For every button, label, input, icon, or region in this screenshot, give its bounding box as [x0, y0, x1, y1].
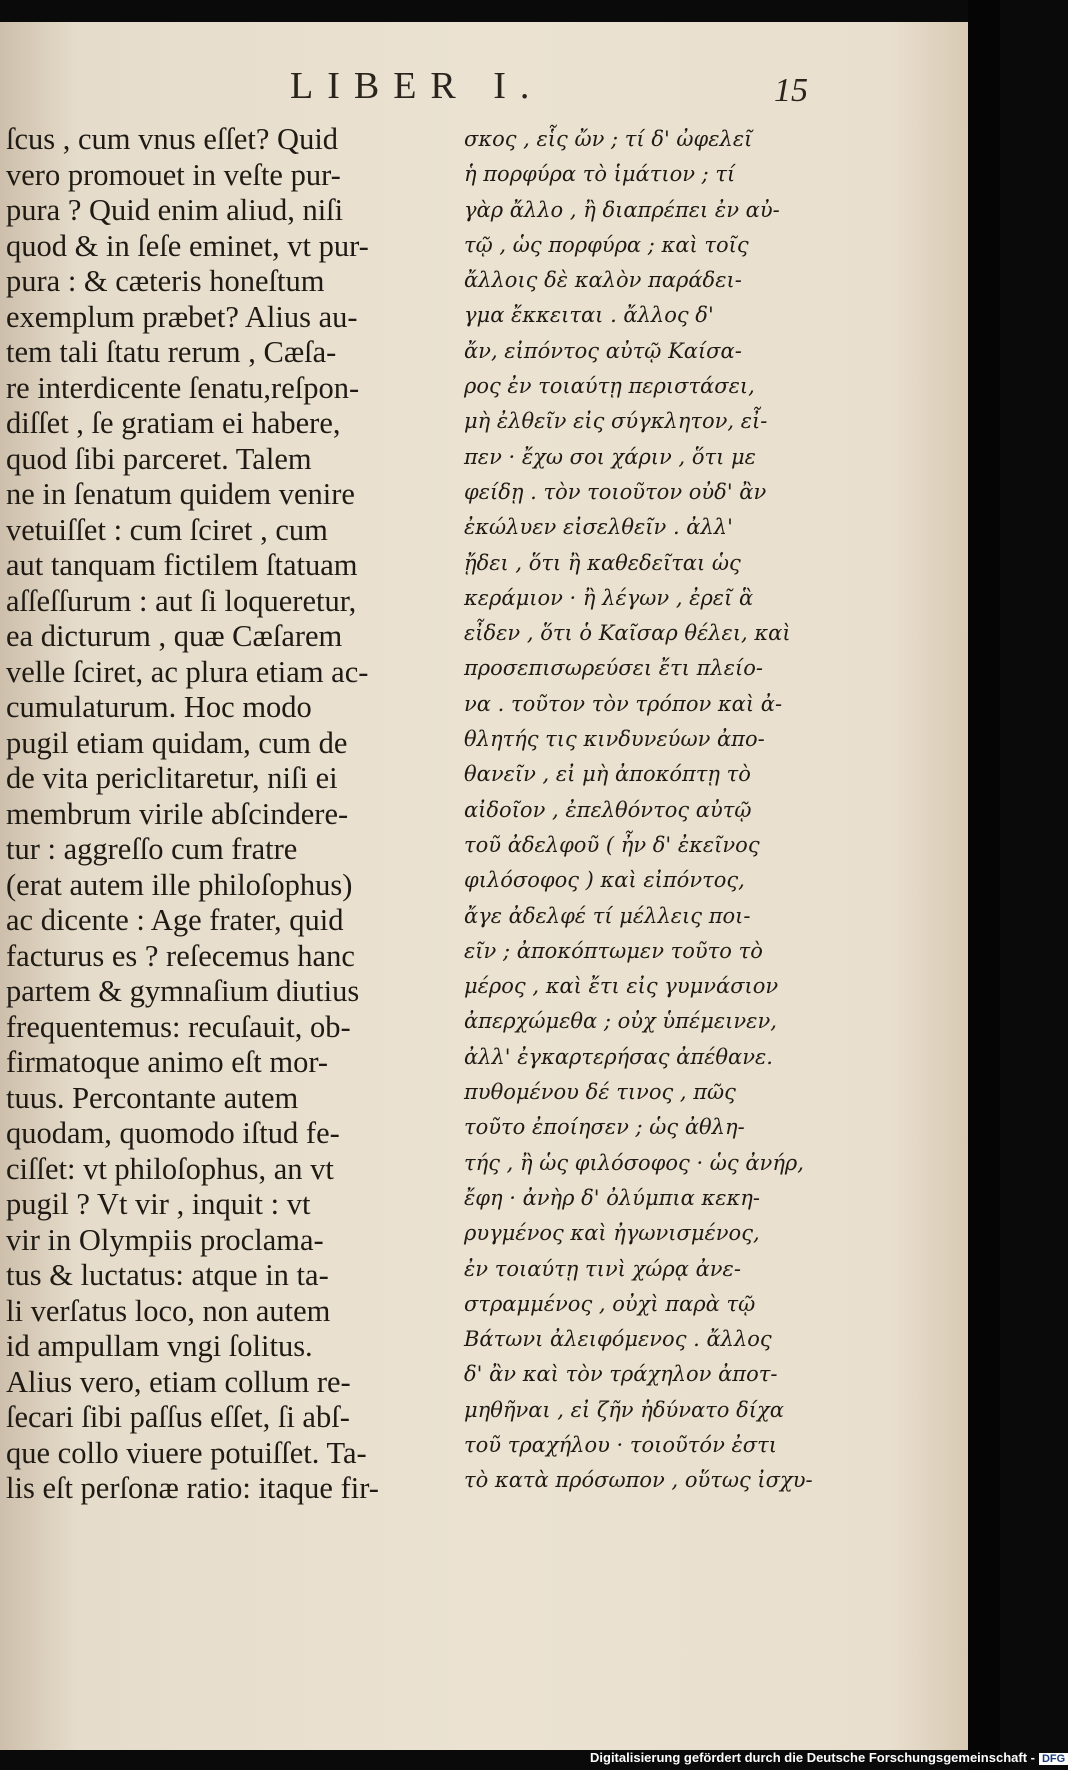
- greek-text-line: φιλόσοφος ) καὶ εἰπόντος,: [464, 868, 745, 893]
- latin-text-line: ea dicturum , quæ Cæſarem: [6, 619, 343, 653]
- greek-text-line: ἄλλοις δὲ καλὸν παράδει-: [464, 268, 742, 293]
- latin-text-line: Alius vero, etiam collum re-: [6, 1364, 351, 1399]
- latin-text-line: ac dicente : Age frater, quid: [6, 903, 344, 937]
- greek-text-line: Βάτωνι ἀλειφόμενος . ἄλλος: [464, 1327, 772, 1352]
- greek-text-line: ρυγμένος καὶ ἠγωνισμένος,: [464, 1221, 760, 1246]
- greek-text-line: μὴ ἐλθεῖν εἰς σύγκλητον, εἶ-: [464, 409, 768, 434]
- latin-text-line: facturus es ? reſecemus hanc: [6, 938, 355, 973]
- latin-text-line: tem tali ſtatu rerum , Cæſa-: [6, 335, 337, 369]
- greek-text-line: ἄν, εἰπόντος αὐτῷ Καίσα-: [464, 338, 742, 363]
- latin-text-line: quod ſibi parceret. Talem: [6, 441, 312, 476]
- scan-border: [968, 0, 1000, 1770]
- latin-text-line: vetuiſſet : cum ſciret , cum: [6, 512, 328, 547]
- latin-text-line: vir in Olympiis proclama-: [6, 1222, 324, 1257]
- digitization-credit: [590, 1750, 1066, 1770]
- greek-text-line: ἡ πορφύρα τὸ ἱμάτιον ; τί: [464, 162, 736, 187]
- latin-text-line: frequentemus: recuſauit, ob-: [6, 1009, 351, 1044]
- latin-text-line: pura : & cæteris honeſtum: [6, 264, 325, 298]
- greek-text-line: μέρος , καὶ ἔτι εἰς γυμνάσιον: [464, 974, 779, 999]
- greek-text-line: τῷ , ὡς πορφύρα ; καὶ τοῖς: [464, 232, 749, 257]
- greek-text-line: θλητής τις κινδυνεύων ἀπο-: [464, 727, 765, 752]
- greek-text-line: αἰδοῖον , ἐπελθόντος αὐτῷ: [464, 797, 752, 822]
- greek-text-line: προσεπισωρεύσει ἔτι πλείο-: [464, 656, 763, 681]
- latin-text-line: re interdicente ſenatu,reſpon-: [6, 370, 360, 405]
- latin-text-line: (erat autem ille philoſophus): [6, 867, 353, 902]
- greek-text-line: ἄγε ἀδελφέ τί μέλλεις ποι-: [464, 903, 751, 928]
- greek-text-line: εἶδεν , ὅτι ὁ Καῖσαρ θέλει, καὶ: [464, 621, 791, 646]
- greek-text-line: μηθῆναι , εἰ ζῆν ἠδύνατο δίχα: [464, 1397, 784, 1422]
- greek-text-line: τοῦ τραχήλου · τοιοῦτόν ἐστι: [464, 1432, 777, 1457]
- greek-text-line: τοῦ ἀδελφοῦ ( ἦν δ' ἐκεῖνος: [464, 832, 760, 857]
- latin-text-line: cumulaturum. Hoc modo: [6, 690, 312, 724]
- greek-text-line: γὰρ ἄλλο , ἢ διαπρέπει ἐν αὐ-: [464, 197, 780, 222]
- latin-text-line: tur : aggreſſo cum fratre: [6, 832, 298, 866]
- greek-text-line: σκος , εἷς ὤν ; τί δ' ὠφελεῖ: [464, 127, 753, 151]
- latin-text-line: que collo viuere potuiſſet. Ta-: [6, 1435, 367, 1470]
- latin-text-line: exemplum præbet? Alius au-: [6, 299, 358, 334]
- latin-text-line: li verſatus loco, non autem: [6, 1293, 331, 1328]
- greek-text-line: εῖν ; ἀποκόπτωμεν τοῦτο τὸ: [464, 938, 763, 963]
- latin-text-line: pugil ? Vt vir , inquit : vt: [6, 1187, 311, 1221]
- greek-text-line: ἔφη · ἀνὴρ δ' ὀλύμπια κεκη-: [464, 1185, 760, 1210]
- latin-text-line: ſcus , cum vnus eſſet? Quid: [6, 122, 339, 156]
- greek-text-line: τής , ἢ ὡς φιλόσοφος · ὡς ἀνήρ,: [464, 1150, 804, 1175]
- latin-text-line: aſſeſſurum : aut ſi loqueretur,: [6, 583, 357, 618]
- latin-text-line: pugil etiam quidam, cum de: [6, 725, 348, 760]
- latin-text-line: firmatoque animo eſt mor-: [6, 1045, 329, 1079]
- greek-text-line: ἀλλ' ἐγκαρτερήσας ἀπέθανε.: [464, 1044, 773, 1069]
- latin-text-line: vero promouet in veſte pur-: [6, 157, 341, 192]
- latin-text-line: quodam, quomodo iſtud fe-: [6, 1116, 340, 1150]
- greek-text-line: τὸ κατὰ πρόσωπον , οὕτως ἰσχυ-: [464, 1468, 813, 1493]
- book-page: [0, 22, 968, 1750]
- latin-text-line: ſecari ſibi paſſus eſſet, ſi abſ-: [6, 1400, 350, 1434]
- latin-text-line: membrum virile abſcindere-: [6, 796, 349, 831]
- latin-text-line: pura ? Quid enim aliud, niſi: [6, 193, 344, 227]
- credit-text: Digitalisierung gefördert durch die Deutsche Forschungsgemeinschaft -: [590, 1750, 1035, 1765]
- latin-text-line: tus & luctatus: atque in ta-: [6, 1258, 329, 1292]
- latin-text-line: ne in ſenatum quidem venire: [6, 477, 355, 511]
- greek-text-line: ρος ἐν τοιαύτῃ περιστάσει,: [464, 374, 755, 399]
- latin-text-line: lis eſt perſonæ ratio: itaque fir-: [6, 1471, 379, 1505]
- latin-text-line: de vita periclitaretur, niſi ei: [6, 761, 338, 795]
- latin-text-line: partem & gymnaſium diutius: [6, 974, 360, 1008]
- latin-text-line: quod & in ſeſe eminet, vt pur-: [6, 228, 369, 263]
- greek-text-line: θανεῖν , εἰ μὴ ἀποκόπτῃ τὸ: [464, 762, 751, 787]
- greek-text-line: ᾔδει , ὅτι ἢ καθεδεῖται ὡς: [464, 550, 741, 575]
- dfg-logo: DFG: [1039, 1753, 1068, 1765]
- greek-text-line: πεν · ἔχω σοι χάριν , ὅτι με: [464, 444, 756, 469]
- greek-text-line: ἀπερχώμεθα ; οὐχ ὑπέμεινεν,: [464, 1009, 777, 1034]
- greek-text-line: ἐκώλυεν εἰσελθεῖν . ἀλλ': [464, 515, 733, 540]
- greek-text-line: ἐν τοιαύτῃ τινὶ χώρᾳ ἀνε-: [464, 1256, 741, 1281]
- greek-text-line: πυθομένου δέ τινος , πῶς: [464, 1080, 736, 1105]
- greek-text-line: τοῦτο ἐποίησεν ; ὡς ἀθλη-: [464, 1115, 745, 1140]
- latin-text-line: tuus. Percontante autem: [6, 1080, 299, 1115]
- latin-text-line: id ampullam vngi ſolitus.: [6, 1329, 313, 1363]
- greek-text-line: δ' ἂν καὶ τὸν τράχηλον ἀποτ-: [464, 1362, 778, 1387]
- running-title: LIBER I.: [290, 65, 544, 107]
- latin-text-line: velle ſciret, ac plura etiam ac-: [6, 654, 369, 689]
- latin-column: [6, 122, 416, 1507]
- greek-column: [464, 122, 813, 1499]
- latin-text-line: ciſſet: vt philoſophus, an vt: [6, 1151, 334, 1186]
- greek-text-line: κεράμιον · ἢ λέγων , ἐρεῖ ἃ: [464, 585, 754, 610]
- greek-text-line: να . τοῦτον τὸν τρόπον καὶ ἀ-: [464, 691, 783, 716]
- latin-text-line: diſſet , ſe gratiam ei habere,: [6, 406, 341, 440]
- page-number: 15: [774, 72, 808, 109]
- greek-text-line: γμα ἔκκειται . ἄλλος δ': [464, 303, 714, 328]
- latin-text-line: aut tanquam fictilem ſtatuam: [6, 548, 358, 582]
- greek-text-line: φείδῃ . τὸν τοιοῦτον οὐδ' ἂν: [464, 479, 767, 504]
- greek-text-line: στραμμένος , οὐχὶ παρὰ τῷ: [464, 1291, 756, 1316]
